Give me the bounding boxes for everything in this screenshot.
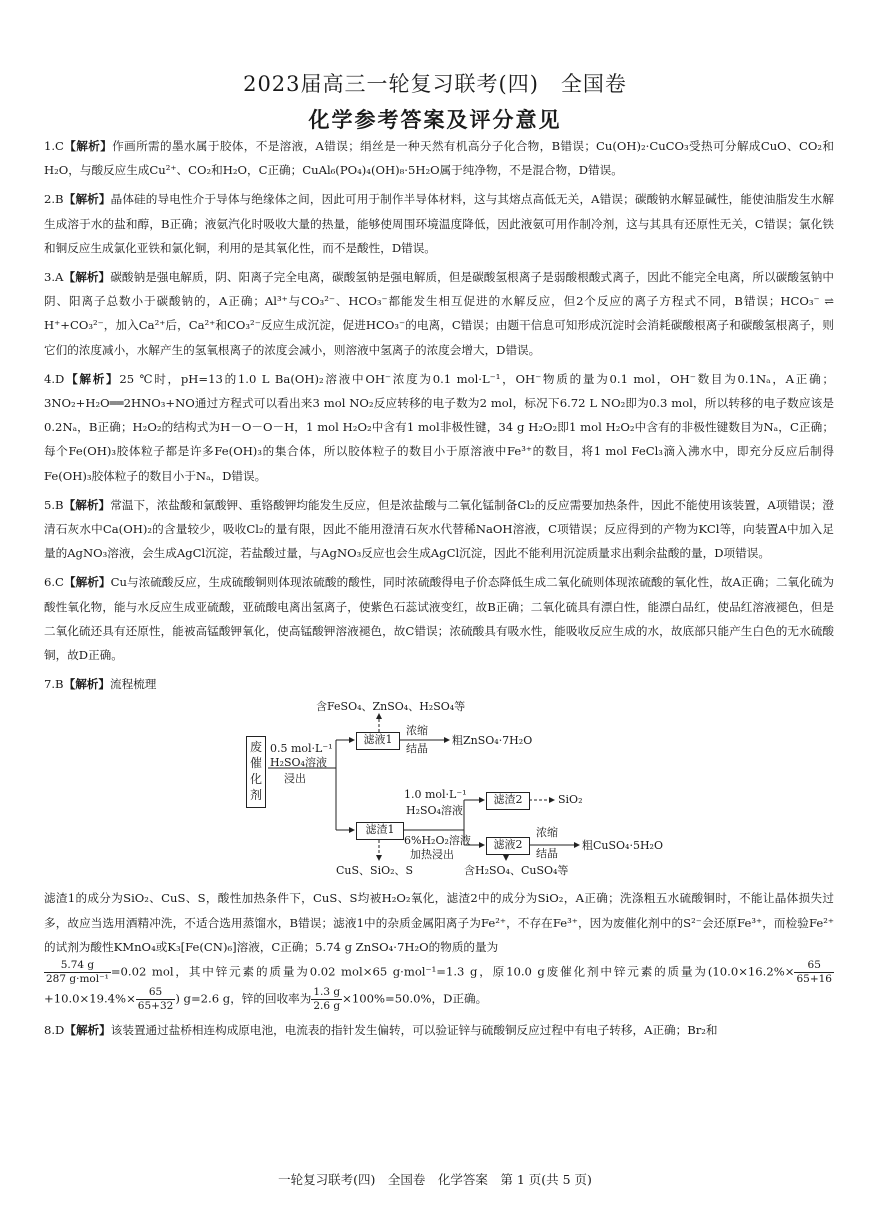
leach2-op: 加热浸出 <box>410 848 454 862</box>
question-6: 6.C【解析】Cu与浓硫酸反应，生成硫酸铜则体现浓硫酸的酸性，同时浓硫酸得电子价态降低生成二氧化硫则体现浓硫酸的氧化性，故A正确；二氧化硫为酸性氧化物，能与水反应生成亚硫酸，亚硫酸电离出氢离子，使紫色石蕊试液变红，故B正确；二氧化硫具有漂白性，能漂白品红，使品红溶液褪色，但是二氧化硫还具有还原性，能被高锰酸钾氧化，使高锰酸钾溶液褪色，故C错误；浓硫酸具有吸水性，能吸收反应生成的水，故底部只能产生白色的无水硫酸铜，故D正确。 <box>44 575 834 663</box>
question-8: 8.D【解析】该装置通过盐桥相连构成原电池，电流表的指针发生偏转，可以验证锌与硫酸铜反应过程中有电子转移，A正确；Br₂和 <box>44 1023 718 1038</box>
question-1: 1.C【解析】作画所需的墨水属于胶体，不是溶液，A错误；绢丝是一种天然有机高分子化合物，B错误；Cu(OH)₂·CuCO₃受热可分解成CuO、CO₂和H₂O，与酸反应生成Cu²⁺、CO₂和H₂O，C正确；CuAl₆(PO₄)₄(OH)₈·5H₂O属于纯净物，不是混合物，D错误。 <box>44 139 834 178</box>
question-7: 7.B【解析】流程梳理 <box>44 677 157 692</box>
leach2-oxidant: 6%H₂O₂溶液 <box>404 834 471 848</box>
leach1-conc: 0.5 mol·L⁻¹ <box>270 742 333 756</box>
start-waste-catalyst: 废催化剂 <box>246 736 266 808</box>
product-zinc-sulfate: 粗ZnSO₄·7H₂O <box>452 734 533 748</box>
conc-op-3: 浓缩 <box>536 826 558 840</box>
filtrate-1: 滤液1 <box>356 732 400 750</box>
question-4: 4.D【解析】25 ℃时，pH=13的1.0 L Ba(OH)₂溶液中OH⁻浓度为0.1 mol·L⁻¹，OH⁻物质的量为0.1 mol，OH⁻数目为0.1Nₐ，A正确；3NO₂+H₂O══2HNO₃+NO通过方程式可以看出来3 mol NO₂反应转移的电子数为2 mol，标况下6.72 L NO₂即为0.3 mol，所以转移的电子数应该是0.2Nₐ，B正确；H₂O₂的结构式为H－O－O－H，1 mol H₂O₂中含有1 mol非极性键，34 g H₂O₂即1 mol H₂O₂中含有的非极性键数目为Nₐ，C正确；每个Fe(OH)₃胶体粒子都是许多Fe(OH)₃的集合体，所以胶体粒子的数目小于原溶液中Fe³⁺的数目，将1 mol FeCl₃滴入沸水中，即充分反应后制得Fe(OH)₃胶体粒子的数目小于Nₐ，D错误。 <box>44 371 834 483</box>
fraction-recovery: $\frac{1.3 g}{2.6 g}$ <box>313 986 341 1013</box>
fraction-moles: $\frac{5.74 g}{\text{287 g·mol⁻¹}}$ <box>46 959 109 986</box>
bottom-right-note: 含H₂SO₄、CuSO₄等 <box>464 864 569 878</box>
residue-1: 滤渣1 <box>356 822 404 840</box>
conc-op-4: 结晶 <box>536 847 558 861</box>
question-5: 5.B【解析】常温下，浓盐酸和氯酸钾、重铬酸钾均能发生反应，但是浓盐酸与二氧化锰制备Cl₂的反应需要加热条件，因此不能使用该装置，A项错误；澄清石灰水中Ca(OH)₂的含量较少，吸收Cl₂的量有限，因此不能用澄清石灰水代替稀NaOH溶液，C项错误；反应得到的产物为KCl等，向装置A中加入足量的AgNO₃溶液，会生成AgCl沉淀，若盐酸过量，与AgNO₃反应也会生成AgCl沉淀，因此不能利用沉淀质量求出剩余盐酸的量，D项错误。 <box>44 497 834 561</box>
bottom-left-note: CuS、SiO₂、S <box>336 864 414 878</box>
leach2-acid: H₂SO₄溶液 <box>406 804 463 818</box>
question-3: 3.A【解析】碳酸钠是强电解质，阴、阳离子完全电离，碳酸氢钠是强电解质，但是碳酸氢根离子是弱酸根酸式离子，因此不能完全电离，所以碳酸氢钠中阴、阳离子总数小于碳酸钠的，A正确；Al³⁺与CO₃²⁻、HCO₃⁻都能发生相互促进的水解反应，但2个反应的离子方程式不同，B错误；HCO₃⁻ ⇌ H⁺+CO₃²⁻，加入Ca²⁺后，Ca²⁺和CO₃²⁻反应生成沉淀，促进HCO₃⁻的电离，C错误；由题干信息可知形成沉淀时会消耗碳酸根离子和碳酸氢根离子，则它们的浓度减小，水解产生的氢氧根离子的浓度会减小，则溶液中氢离子的浓度会增大，D错误。 <box>44 270 834 357</box>
page-title: 2023届高三一轮复习联考(四) 全国卷 <box>243 72 627 96</box>
answer-content <box>44 134 834 1042</box>
conc-op-1: 浓缩 <box>406 724 428 738</box>
top-note: 含FeSO₄、ZnSO₄、H₂SO₄等 <box>316 700 466 714</box>
conc-op-2: 结晶 <box>406 742 428 756</box>
filtrate-2: 滤液2 <box>486 837 530 855</box>
leach2-conc: 1.0 mol·L⁻¹ <box>404 788 467 802</box>
leach1-op: 浸出 <box>284 772 306 786</box>
fraction-zns: $\frac{65}{65+32}$ <box>137 986 174 1013</box>
page-footer: 一轮复习联考(四) 全国卷 化学答案 第 1 页(共 5 页) <box>278 1172 592 1187</box>
page-subtitle: 化学参考答案及评分意见 <box>308 108 562 132</box>
residue-2: 滤渣2 <box>486 792 530 810</box>
sio2-label: SiO₂ <box>558 793 583 807</box>
leach1-acid: H₂SO₄溶液 <box>270 756 327 770</box>
question-7-analysis: 滤渣1的成分为SiO₂、CuS、S，酸性加热条件下，CuS、S均被H₂O₂氧化，滤渣2中的成分为SiO₂，A正确；洗涤粗五水硫酸铜时，不能让晶体损失过多，故应当选用酒精冲洗，不适合选用蒸馏水，B错误；滤液1中的杂质金属阳离子为Fe²⁺，不存在Fe³⁺，因为废催化剂中的S²⁻会还原Fe³⁺，而检验Fe²⁺的试剂为酸性KMnO₄或K₃[Fe(CN)₆]溶液，C正确；5.74 g ZnSO₄·7H₂O的物质的量为 $\frac{5.74 g}{\text{287 g·mol⁻¹}}$ =0.02 mol，其中锌元素的质量为0.02 mol×65 g·mol⁻¹=1.3 g，原10.0 g废催化剂中锌元素的质量为(10.0×16.2%× $\frac{65}{65+16}$ +10.0×19.4%× $\frac{65}{65+32}$ ) g=2.6 g，锌的回收率为 $\frac{1.3 g}{2.6 g}$ ×100%=50.0%，D正确。 <box>44 891 834 1013</box>
process-flowchart <box>244 700 684 878</box>
product-copper-sulfate: 粗CuSO₄·5H₂O <box>582 839 663 853</box>
fraction-zno: $\frac{65}{65+16}$ <box>796 959 832 986</box>
question-2: 2.B【解析】晶体硅的导电性介于导体与绝缘体之间，因此可用于制作半导体材料，这与其熔点高低无关，A错误；碳酸钠水解显碱性，能使油脂发生水解生成溶于水的盐和醇，B正确；液氨汽化时吸收大量的热量，能够使周围环境温度降低，因此液氨可用作制冷剂，这与其具有还原性无关，C错误；氯化铁和铜反应生成氯化亚铁和氯化铜，利用的是其氧化性，而不是酸性，D错误。 <box>44 192 834 255</box>
